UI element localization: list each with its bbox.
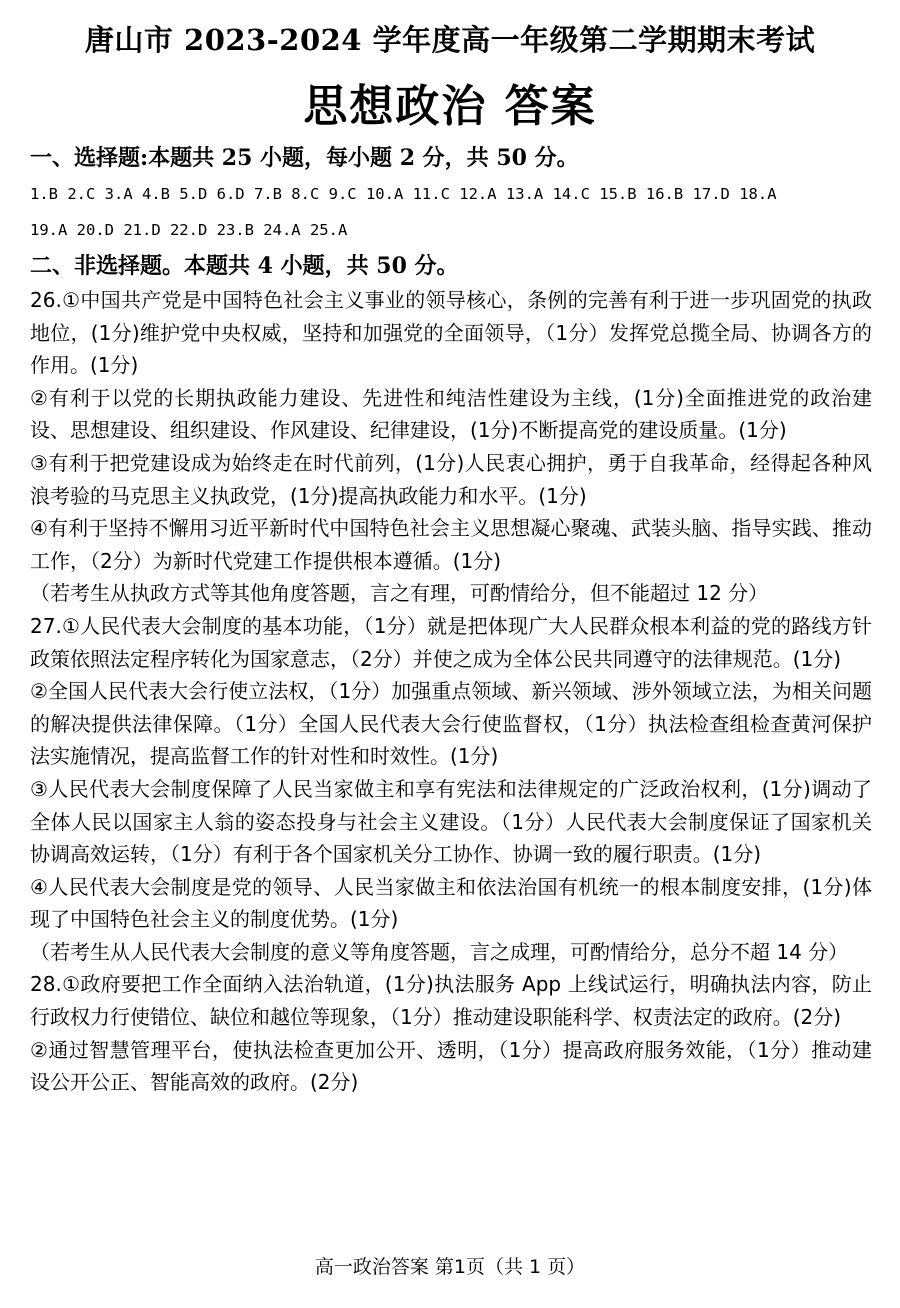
subject-title: 思想政治 答案 [303,81,597,132]
q27-point-1: 27.①人民代表大会制度的基本功能，（1分）就是把体现广大人民群众根本利益的党的路线方针政策依照法定程序转化为国家意志，（2分）并使之成为全体公民共同遵守的法律规范。(1分) [30,613,872,671]
q27-point-2: ②全国人民代表大会行使立法权，（1分）加强重点领域、新兴领域、涉外领域立法，为相关问题的解决提供法律保障。（1分）全国人民代表大会行使监督权，（1分）执法检查组检查黄河保护法实施情况，提高监督工作的针对性和时效性。(1分) [30,679,872,769]
q27-scoring-note: （若考生从人民代表大会制度的意义等角度答题，言之成理，可酌情给分，总分不超 14 分） [30,939,849,964]
section-1-heading: 一、选择题:本题共 25 小题，每小题 2 分，共 50 分。 [30,145,579,171]
q26-point-4: ④有利于坚持不懈用习近平新时代中国特色社会主义思想凝心聚魂、武装头脑、指导实践、推动工作，（2分）为新时代党建工作提供根本遵循。(1分) [30,516,872,573]
multiple-choice-answers [30,176,872,248]
page-footer: 高一政治答案 第1页（共 1 页） [314,1256,586,1278]
section-2-heading: 二、非选择题。本题共 4 小题，共 50 分。 [30,253,459,279]
q26-point-1: 26.①中国共产党是中国特色社会主义事业的领导核心，条例的完善有利于进一步巩固党的执政地位，(1分)维护党中央权威，坚持和加强党的全面领导，（1分）发挥党总揽全局、协调各方的作用。(1分) [30,288,872,378]
q26-scoring-note: （若考生从执政方式等其他角度答题，言之有理，可酌情给分，但不能超过 12 分） [30,581,769,606]
q27-point-4: ④人民代表大会制度是党的领导、人民当家做主和依法治国有机统一的根本制度安排，(1分)体现了中国特色社会主义的制度优势。(1分) [30,874,872,932]
answer-row-1: 1.B 2.C 3.A 4.B 5.D 6.D 7.B 8.C 9.C 10.A 11.C 12.A 13.A 14.C 15.B 16.B 17.D 18.A [30,185,777,203]
q28-point-2: ②通过智慧管理平台，使执法检查更加公开、透明，（1分）提高政府服务效能，（1分）推动建设公开公正、智能高效的政府。(2分) [30,1037,872,1095]
answer-row-2: 19.A 20.D 21.D 22.D 23.B 24.A 25.A [30,221,348,239]
exam-title: 唐山市 2023-2024 学年度高一年级第二学期期末考试 [84,23,816,57]
q26-point-2: ②有利于以党的长期执政能力建设、先进性和纯洁性建设为主线，(1分)全面推进党的政治建设、思想建设、组织建设、作风建设、纪律建设，(1分)不断提高党的建设质量。(1分) [30,385,872,443]
q28-point-1: 28.①政府要把工作全面纳入法治轨道，(1分)执法服务 App 上线试运行，明确执法内容，防止行政权力行使错位、缺位和越位等现象，（1分）推动建设职能科学、权责法定的政府。(2分) [30,972,872,1030]
answer-content [30,140,872,1099]
q27-point-3: ③人民代表大会制度保障了人民当家做主和享有宪法和法律规定的广泛政治权利，(1分)调动了全体人民以国家主人翁的姿态投身与社会主义建设。（1分）人民代表大会制度保证了国家机关协调高效运转，（1分）有利于各个国家机关分工协作、协调一致的履行职责。(1分) [30,776,872,867]
q26-point-3: ③有利于把党建设成为始终走在时代前列，(1分)人民衷心拥护，勇于自我革命，经得起各种风浪考验的马克思主义执政党，(1分)提高执政能力和水平。(1分) [30,450,872,508]
